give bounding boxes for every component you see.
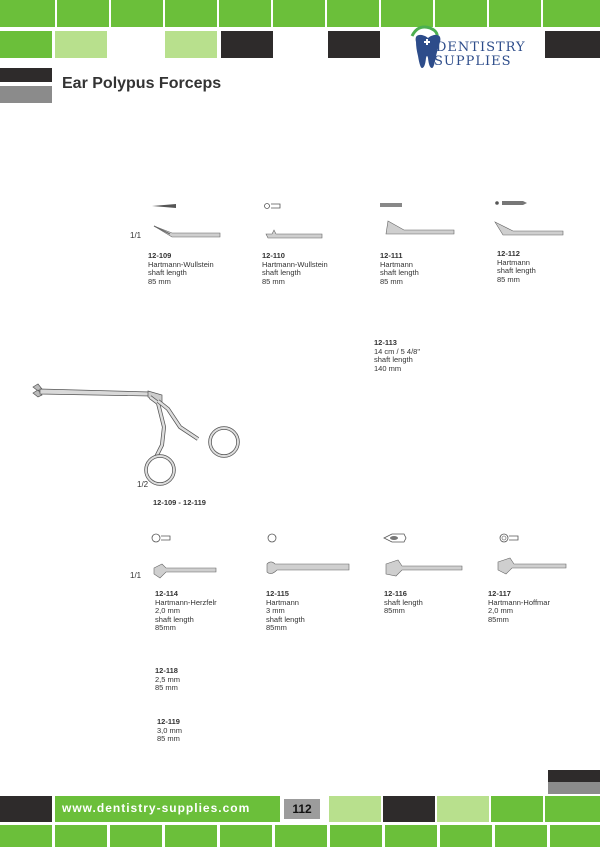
instrument-tip-12-110 (262, 200, 327, 245)
product-detail: 85mm (266, 623, 287, 632)
product-code: 12-110 (262, 251, 285, 260)
product-detail: 85 mm (380, 276, 403, 286)
product-detail: 85mm (384, 606, 405, 615)
product-detail: 2,0 mm (155, 606, 181, 615)
product-detail: 85 mm (148, 276, 171, 286)
product-code: 12-114 (155, 589, 178, 598)
footer-block (440, 825, 492, 847)
product-code: 12-116 (384, 589, 407, 598)
product-detail: 85 mm (155, 683, 178, 692)
product-detail: 85 mm (262, 276, 285, 286)
header-block (328, 31, 380, 58)
instrument-tip-12-112 (493, 198, 568, 243)
product-detail: Hartmann (380, 259, 413, 269)
scale-label-top: 1/1 (130, 231, 142, 240)
footer-block (329, 796, 381, 822)
footer-block (0, 796, 52, 822)
footer-block (165, 825, 217, 847)
product-detail: 85 mm (497, 274, 520, 284)
instrument-tip-12-115 (263, 530, 353, 585)
footer-block (55, 825, 107, 847)
product-detail: Hartmann (497, 257, 530, 267)
footer-block (220, 825, 272, 847)
header-block (273, 0, 325, 27)
product-detail: 3,0 mm (157, 725, 183, 735)
product-detail: shaft length (266, 614, 305, 624)
product-detail: 140 mm (374, 363, 402, 373)
product-detail: 85mm (155, 623, 176, 632)
product-detail: Hartmann-Herzfelr (155, 597, 217, 607)
header-block (165, 0, 217, 27)
product-code: 12-119 (157, 717, 180, 726)
footer-block (0, 825, 52, 847)
product-detail: shaft length (374, 355, 413, 364)
header-block (0, 68, 52, 82)
footer-block (437, 796, 489, 822)
header-block (0, 86, 52, 103)
product-detail: Hartmann-Wullstein (148, 259, 214, 269)
footer-block (548, 770, 600, 782)
instrument-tip-12-114 (148, 530, 220, 585)
product-detail: Hartmann (266, 597, 299, 607)
logo-text-line2: SUPPLIES (434, 54, 512, 69)
footer-block (550, 825, 600, 847)
footer-block (330, 825, 382, 847)
product-detail: shaft length (380, 268, 419, 277)
product-detail: Hartmann-Wullstein (262, 259, 328, 269)
header-block (165, 31, 217, 58)
instrument-tip-12-117 (494, 530, 569, 585)
product-detail: 14 cm / 5 4/8" (374, 346, 421, 356)
instrument-tip-12-111 (378, 200, 458, 245)
instrument-tip-12-109 (150, 200, 225, 245)
scale-label-bottom: 1/1 (130, 571, 142, 580)
product-detail: 2,5 mm (155, 674, 181, 684)
footer-block (495, 825, 547, 847)
product-12-113 (374, 339, 420, 373)
header-block (543, 0, 600, 27)
product-detail: shaft length (384, 597, 423, 607)
product-12-118 (155, 667, 180, 693)
product-range: 12-109 - 12-119 (153, 498, 206, 507)
product-12-114 (155, 590, 217, 633)
product-code: 12-111 (380, 251, 403, 260)
website-url[interactable]: www.dentistry-supplies.com (62, 801, 251, 815)
product-code: 12-109 (148, 251, 172, 260)
footer-block (545, 796, 600, 822)
product-code: 12-117 (488, 589, 511, 598)
product-detail: shaft length (262, 268, 301, 277)
product-12-111 (380, 252, 419, 286)
product-12-115 (266, 590, 305, 633)
product-code: 12-115 (266, 589, 289, 598)
header-block (55, 31, 107, 58)
product-detail: 85 mm (157, 734, 180, 743)
scale-label-half: 1/2 (137, 480, 149, 489)
product-detail: shaft length (155, 614, 194, 624)
footer-block (491, 796, 543, 822)
product-detail: 85mm (488, 614, 509, 624)
product-detail: shaft length (497, 266, 536, 275)
product-detail: 2,0 mm (488, 606, 514, 615)
product-code: 12-118 (155, 666, 178, 675)
product-12-109 (148, 252, 214, 286)
header-block (0, 0, 55, 27)
range-label (153, 499, 206, 508)
product-code: 12-113 (374, 338, 397, 347)
header-block (327, 0, 379, 27)
product-detail: 3 mm (266, 606, 285, 615)
page-number: 112 (284, 799, 320, 819)
product-12-116 (384, 590, 423, 616)
header-block (57, 0, 109, 27)
page-title: Ear Polypus Forceps (62, 75, 222, 92)
product-detail: Hartmann-Hoffmar (488, 597, 550, 607)
product-12-112 (497, 250, 536, 284)
footer-block (548, 782, 600, 794)
footer-block (110, 825, 162, 847)
header-block (545, 31, 600, 58)
header-block (111, 0, 163, 27)
product-12-119 (157, 718, 182, 744)
header-block (219, 0, 271, 27)
footer-block (383, 796, 435, 822)
product-12-117 (488, 590, 550, 624)
header-block (221, 31, 273, 58)
footer-block (275, 825, 327, 847)
logo-text-line1: DENTISTRY (436, 40, 526, 55)
product-detail: shaft length (148, 268, 187, 277)
product-12-110 (262, 252, 328, 286)
instrument-tip-12-116 (380, 530, 465, 585)
footer-block (385, 825, 437, 847)
product-code: 12-112 (497, 249, 520, 258)
header-block (0, 31, 52, 58)
brand-logo (410, 22, 540, 76)
ear-polypus-forceps-illustration (30, 375, 250, 495)
